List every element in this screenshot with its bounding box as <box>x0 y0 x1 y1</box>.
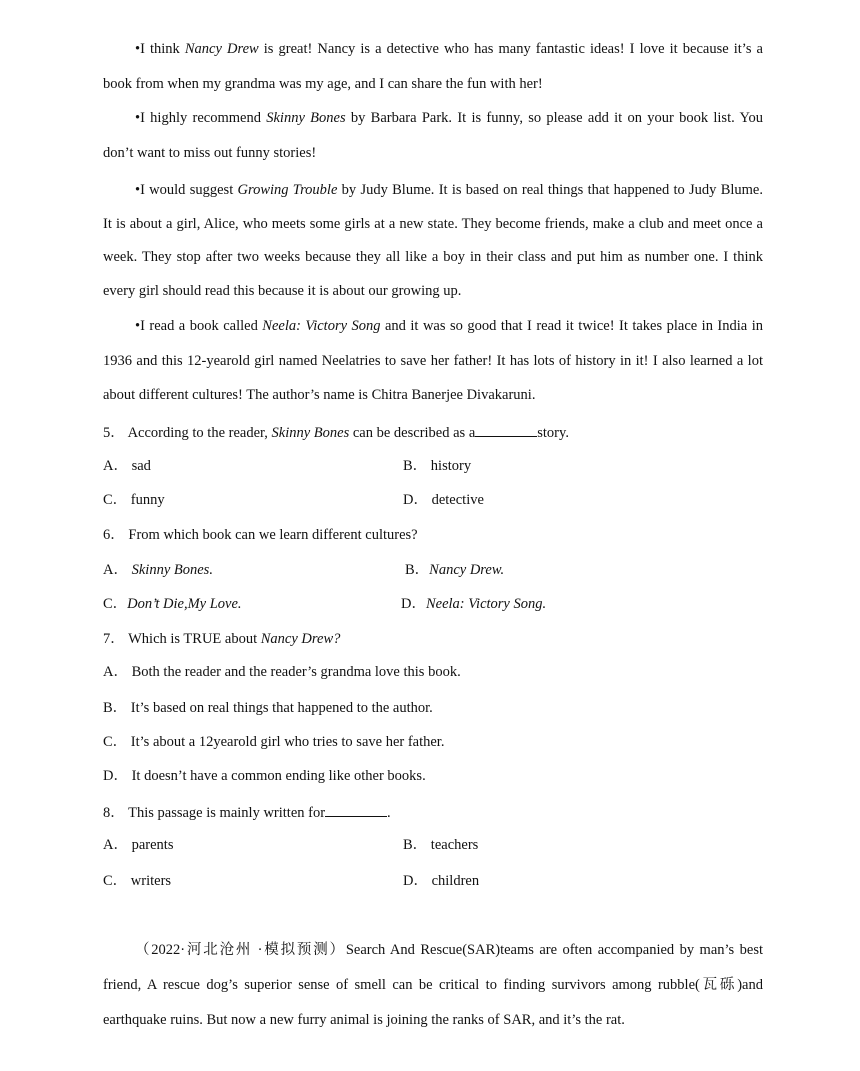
answer-blank <box>475 422 537 437</box>
option-text: Don’t Die,My Love. <box>127 596 242 612</box>
option-5a[interactable]: A． sad <box>103 458 151 474</box>
option-text: Nancy Drew. <box>429 562 505 578</box>
review-paragraph-nancy-drew <box>103 32 763 101</box>
question-text: . <box>387 805 391 821</box>
option-8c[interactable]: C． writers <box>103 873 172 889</box>
book-title: Neela: Victory Song <box>262 318 381 334</box>
option-letter: D． <box>401 596 426 612</box>
option-5b[interactable]: B． history <box>403 458 472 474</box>
option-8a[interactable]: A． parents <box>103 837 174 853</box>
option-7b[interactable]: B． It’s based on real things that happened to the author. <box>103 700 433 716</box>
option-8b[interactable]: B． teachers <box>403 837 479 853</box>
paragraph-text: by Judy Blume. It is based on real things that happened to Judy Blume. It is about a girl, Alice, who meets some girls at a new state. They become friends, make a club and meet once a week. They stop after two weeks because they all like a boy in their class and put him as number one. I think every girl should read this because it is about our growing up. <box>103 182 763 299</box>
question-6 <box>103 525 418 545</box>
book-title: Growing Trouble <box>237 182 338 198</box>
question-8 <box>103 802 391 823</box>
question-text: From which book can we learn different cultures? <box>128 527 418 543</box>
option-letter: A． <box>103 562 128 578</box>
question-number: 6． <box>103 527 125 543</box>
option-6c[interactable] <box>103 594 242 614</box>
next-passage-paragraph <box>103 933 763 1038</box>
question-7 <box>103 629 340 649</box>
book-title: Nancy Drew <box>184 41 259 57</box>
option-letter: B． <box>405 562 430 578</box>
answer-blank <box>325 802 387 817</box>
option-6a[interactable] <box>103 560 213 580</box>
paragraph-text: is great! Nancy is a detective who has many fantastic ideas! I love it because it’s a book from when my grandma was my age, and I can share the fun with her! <box>103 41 763 92</box>
option-7c[interactable]: C． It’s about a 12yearold girl who tries to save her father. <box>103 734 445 750</box>
option-8d[interactable]: D． children <box>403 873 480 889</box>
paragraph-intro: •I think <box>135 41 185 57</box>
question-text: This passage is mainly written for <box>128 805 326 821</box>
paragraph-intro: •I would suggest <box>135 182 238 198</box>
book-title: Nancy Drew? <box>260 631 341 647</box>
option-text: Neela: Victory Song. <box>425 596 547 612</box>
question-number: 8． <box>103 805 125 821</box>
question-text: can be described as a <box>349 425 476 441</box>
option-6d[interactable] <box>401 594 546 614</box>
review-paragraph-growing-trouble <box>103 174 763 308</box>
option-6b[interactable] <box>405 560 504 580</box>
book-title: Skinny Bones <box>266 110 346 126</box>
option-5d[interactable]: D． detective <box>403 492 484 508</box>
question-text: story. <box>537 425 569 441</box>
paragraph-intro: •I read a book called <box>135 318 263 334</box>
option-7a[interactable]: A． Both the reader and the reader’s grandma love this book. <box>103 664 461 680</box>
review-paragraph-skinny-bones <box>103 101 763 170</box>
paragraph-text: and it was so good that I read it twice! It takes place in India in 1936 and this 12-yearold girl named Neelatries to save her father! It has lots of history in it! I also learned a lot about different cultures! The author’s name is Chitra Banerjee Divakaruni. <box>103 318 763 403</box>
book-title: Skinny Bones <box>271 425 350 441</box>
question-5 <box>103 422 569 443</box>
question-text: Which is TRUE about <box>128 631 261 647</box>
question-number: 7． <box>103 631 125 647</box>
question-number: 5． <box>103 425 125 441</box>
passage-source: （2022·河北沧州 ·模拟预测） <box>135 942 346 958</box>
paragraph-text: Search And Rescue(SAR)teams are often accompanied by man’s best friend, A rescue dog’s superior sense of smell can be critical to finding survivors among rubble(瓦砾)and earthquake ruins. But now a new furry animal is joining the ranks of SAR, and it’s the rat. <box>103 942 763 1028</box>
option-5c[interactable]: C． funny <box>103 492 165 508</box>
review-paragraph-neela <box>103 309 763 413</box>
option-7d[interactable]: D． It doesn’t have a common ending like other books. <box>103 768 426 784</box>
question-text: According to the reader, <box>127 425 272 441</box>
option-letter: C． <box>103 596 128 612</box>
paragraph-intro: •I highly recommend <box>135 110 267 126</box>
paragraph-text: by Barbara Park. It is funny, so please add it on your book list. You don’t want to miss out funny stories! <box>103 110 763 161</box>
option-text: Skinny Bones. <box>131 562 213 578</box>
